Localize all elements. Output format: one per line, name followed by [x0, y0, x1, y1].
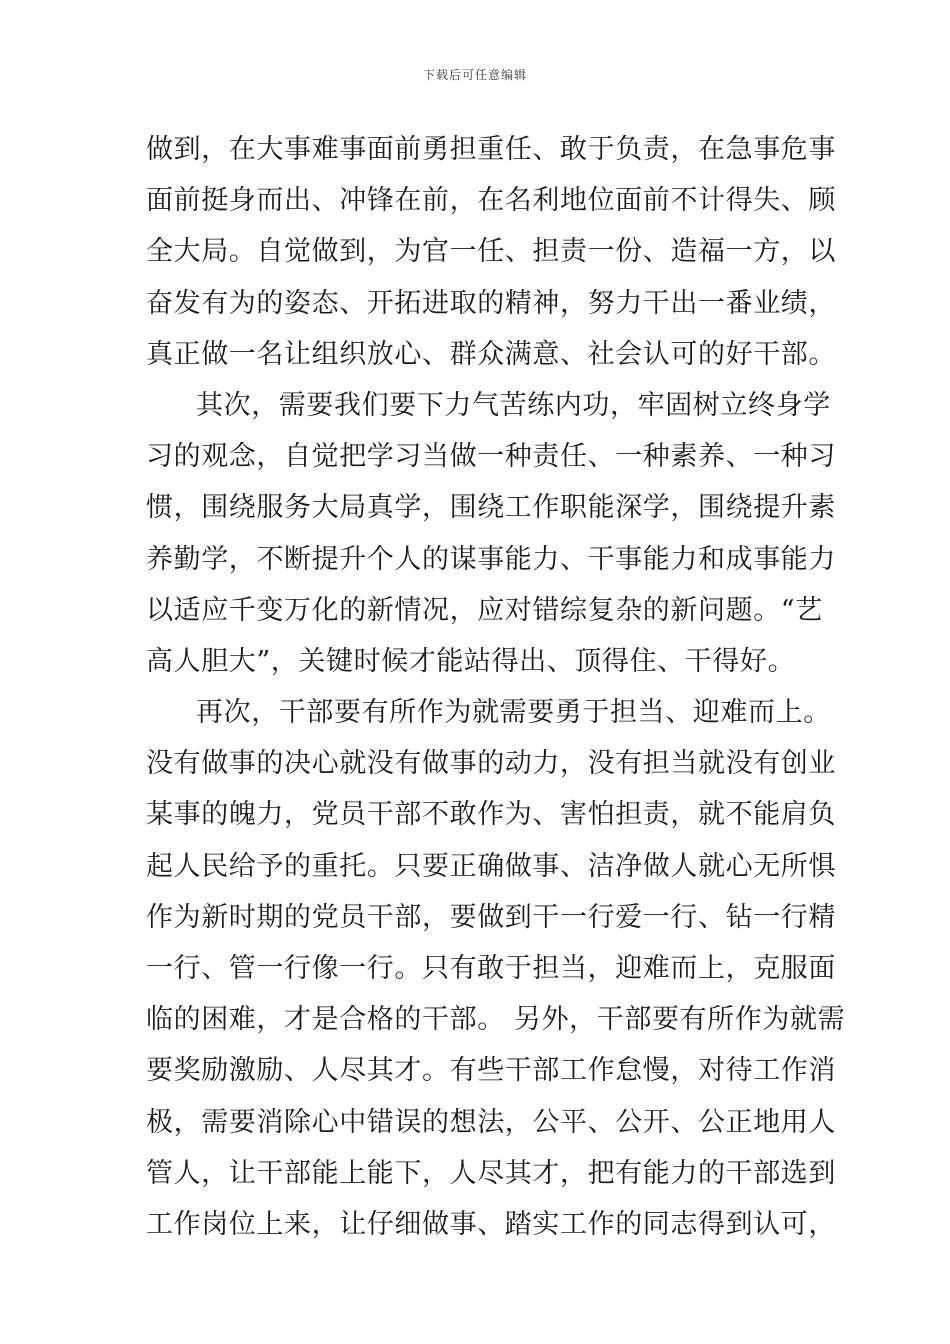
text-line: 真正做一名让组织放心、群众满意、社会认可的好干部。	[146, 338, 836, 370]
text-line: 奋发有为的姿态、开拓进取的精神，努力干出一番业绩，	[146, 287, 836, 319]
text-line: 一行、管一行像一行。只有敢于担当，迎难而上，克服面	[146, 953, 836, 984]
page-header: 下载后可任意编辑	[422, 68, 527, 82]
text-line: 极，需要消除心中错误的想法，公平、公开、公正地用人	[146, 1106, 836, 1138]
text-line: 高人胆大”，关键时候才能站得出、顶得住、干得好。	[146, 645, 796, 677]
text-line: 起人民给予的重托。只要正确做事、洁净做人就心无所惧	[146, 850, 836, 882]
text-line: 工作岗位上来，让仔细做事、踏实工作的同志得到认可，	[146, 1208, 836, 1240]
text-line: 临的困难，才是合格的干部。 另外，干部要有所作为就需	[146, 1004, 846, 1036]
text-line: 某事的魄力，党员干部不敢作为、害怕担责，就不能肩负	[146, 799, 836, 831]
text-line: 全大局。自觉做到，为官一任、担责一份、造福一方，以	[146, 236, 836, 268]
text-line: 要奖励激励、人尽其才。有些干部工作怠慢，对待工作消	[146, 1055, 836, 1087]
text-line: 作为新时期的党员干部，要做到干一行爱一行、钻一行精	[146, 901, 836, 933]
text-line: 没有做事的决心就没有做事的动力，没有担当就没有创业	[146, 748, 836, 780]
text-line: 以适应千变万化的新情况，应对错综复杂的新问题。“艺	[146, 594, 823, 626]
document-body	[146, 124, 846, 1250]
paragraph-first-line: 其次，需要我们要下力气苦练内功，牢固树立终身学	[196, 389, 831, 421]
text-line: 习的观念，自觉把学习当做一种责任、一种素养、一种习	[146, 441, 836, 473]
text-line: 惯，围绕服务大局真学，围绕工作职能深学，围绕提升素	[146, 492, 836, 524]
paragraph-first-line: 再次，干部要有所作为就需要勇于担当、迎难而上。	[196, 697, 831, 729]
text-line: 管人，让干部能上能下，人尽其才，把有能力的干部选到	[146, 1157, 836, 1189]
text-line: 面前挺身而出、冲锋在前，在名利地位面前不计得失、顾	[146, 185, 836, 217]
text-line: 做到，在大事难事面前勇担重任、敢于负责，在急事危事	[146, 134, 836, 165]
text-line: 养勤学，不断提升个人的谋事能力、干事能力和成事能力	[146, 543, 836, 575]
